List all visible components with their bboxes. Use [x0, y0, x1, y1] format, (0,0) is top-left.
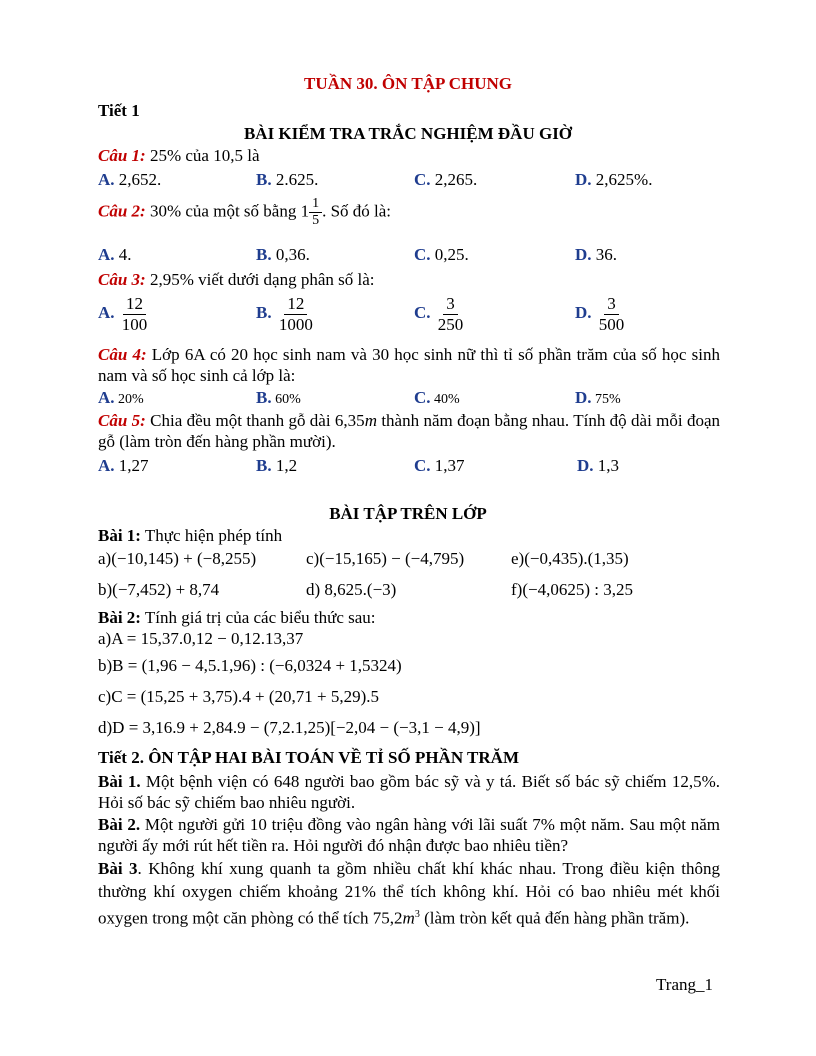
exercise-text: Thực hiện phép tính: [140, 526, 283, 545]
fraction: [435, 294, 467, 334]
exercise-label: Bài 2:: [98, 608, 141, 627]
option-value: 40%: [430, 392, 460, 407]
q1-option-c: [414, 170, 477, 190]
q1-option-b: [256, 170, 318, 190]
q3-option-c: [414, 294, 466, 334]
option-value: 2,265.: [430, 170, 478, 189]
option-letter: D.: [575, 245, 592, 264]
question-text: Lớp 6A có 20 học sinh nam và 30 học sinh nữ thì tỉ số phần trăm của số học sinh nam và số học sinh cả lớp là:: [98, 345, 720, 385]
page-number: Trang_1: [656, 975, 713, 994]
exercise-1-b: b)(−7,452) + 8,74: [98, 580, 220, 599]
q3-option-d: [575, 294, 627, 334]
option-letter: B.: [256, 170, 272, 189]
question-label: Câu 2:: [98, 201, 146, 221]
option-value: 1,2: [271, 456, 298, 475]
fraction-numerator: 3: [604, 294, 619, 315]
question-text: Chia đều một thanh gỗ dài 6,35: [145, 411, 365, 430]
option-value: 1,3: [593, 456, 620, 475]
problem-text: Một bệnh viện có 648 người bao gồm bác sỹ và y tá. Biết số bác sỹ chiếm 12,5%. Hỏi số bác sỹ chiếm bao nhiêu người.: [98, 772, 721, 812]
question-label: Câu 4:: [98, 345, 147, 364]
option-letter: C.: [414, 388, 431, 407]
question-4: [98, 344, 720, 386]
option-value: 4.: [114, 245, 132, 264]
fraction-numerator: 12: [284, 294, 307, 315]
option-letter: B.: [256, 302, 272, 322]
exercise-2-d: d)D = 3,16.9 + 2,84.9 − (7,2.1,25)[−2,04 − (−3,1 − 4,9)]: [98, 718, 481, 737]
option-letter: D.: [575, 170, 592, 189]
q5-option-a: [98, 456, 149, 476]
option-letter: D.: [577, 456, 594, 475]
problem-text: Một người gửi 10 triệu đồng vào ngân hàng với lãi suất 7% một năm. Sau một năm người ấy mới rút hết tiền ra. Hỏi người đó nhận được bao nhiêu tiền?: [98, 815, 721, 855]
option-value: 75%: [591, 392, 621, 407]
exercise-text: Tính giá trị của các biểu thức sau:: [140, 608, 376, 627]
unit: m: [364, 411, 377, 430]
exercise-1-c: c)(−15,165) − (−4,795): [306, 549, 465, 568]
exercise-1-f: f)(−4,0625) : 3,25: [511, 580, 633, 599]
option-letter: C.: [414, 456, 431, 475]
option-letter: A.: [98, 302, 115, 322]
question-2: [98, 196, 391, 229]
q1-option-a: [98, 170, 161, 190]
option-letter: C.: [414, 245, 431, 264]
fraction: [596, 294, 628, 334]
question-label: Câu 5:: [98, 411, 146, 430]
question-5: [98, 410, 720, 452]
problem-1: [98, 771, 720, 813]
option-letter: D.: [575, 388, 592, 407]
option-letter: A.: [98, 388, 115, 407]
option-value: 20%: [114, 392, 144, 407]
problem-2: [98, 814, 720, 856]
exercise-label: Bài 1:: [98, 526, 141, 545]
problem-label: Bài 2.: [98, 815, 141, 834]
tiet-1-heading: Tiết 1: [98, 101, 140, 120]
exercise-1-d: d) 8,625.(−3): [306, 580, 397, 599]
question-3: [98, 270, 375, 290]
q4-option-b: [256, 388, 301, 408]
question-text: 2,95% viết dưới dạng phân số là:: [145, 270, 375, 289]
problem-3: [98, 857, 720, 930]
fraction-numerator: 3: [443, 294, 458, 315]
option-value: 2.625.: [271, 170, 319, 189]
fraction-denominator: 500: [598, 314, 625, 334]
exercise-1-e: e)(−0,435).(1,35): [511, 549, 629, 568]
question-text-after: . Số đó là:: [322, 201, 392, 221]
q2-option-d: [575, 245, 617, 265]
unit-exponent: 3: [414, 909, 420, 920]
q3-option-a: [98, 294, 150, 334]
q5-option-b: [256, 456, 297, 476]
q5-option-d: [577, 456, 619, 476]
option-letter: D.: [575, 302, 592, 322]
option-letter: B.: [256, 456, 272, 475]
option-letter: A.: [98, 245, 115, 264]
fraction-denominator: 1000: [278, 314, 313, 334]
q4-option-d: [575, 388, 621, 408]
q2-option-a: [98, 245, 132, 265]
fraction-denominator: 5: [312, 213, 320, 229]
q2-option-c: [414, 245, 469, 265]
section-exercises-heading: BÀI TẬP TRÊN LỚP: [329, 504, 487, 523]
exercise-2-b: b)B = (1,96 − 4,5.1,96) : (−6,0324 + 1,5324): [98, 656, 402, 675]
q1-option-d: [575, 170, 652, 190]
problem-text-after: (làm tròn kết quả đến hàng phần trăm).: [419, 908, 690, 928]
option-value: 36.: [591, 245, 618, 264]
option-letter: A.: [98, 170, 115, 189]
option-value: 1,37: [430, 456, 465, 475]
question-label: Câu 1:: [98, 146, 146, 165]
option-value: 2,652.: [114, 170, 162, 189]
fraction-denominator: 100: [121, 314, 148, 334]
exercise-1-a: a)(−10,145) + (−8,255): [98, 549, 257, 568]
option-value: 60%: [271, 392, 301, 407]
q2-option-b: [256, 245, 310, 265]
section-quiz-heading: BÀI KIỂM TRA TRẮC NGHIỆM ĐẦU GIỜ: [243, 124, 573, 143]
option-value: 1,27: [114, 456, 149, 475]
unit: m: [402, 908, 415, 928]
question-label: Câu 3:: [98, 270, 146, 289]
problem-label: Bài 1.: [98, 772, 141, 791]
problem-label: Bài 3: [98, 859, 138, 878]
q5-option-c: [414, 456, 465, 476]
exercise-1: [98, 526, 282, 546]
mixed-fraction: [309, 196, 322, 229]
option-value: 0,36.: [271, 245, 310, 264]
question-text: 25% của 10,5 là: [145, 146, 260, 165]
question-text-after: thành năm đoạn bằng nhau. Tính độ dài mỗi đoạn gỗ (làm tròn đến hàng phần mười).: [98, 411, 720, 451]
exercise-2-a: a)A = 15,37.0,12 − 0,12.13,37: [98, 629, 304, 648]
question-1: [98, 146, 260, 166]
page-title: TUẦN 30. ÔN TẬP CHUNG: [304, 74, 512, 93]
q4-option-c: [414, 388, 460, 408]
option-value: 2,625%.: [591, 170, 653, 189]
option-letter: C.: [414, 170, 431, 189]
fraction-numerator: 12: [123, 294, 146, 315]
fraction-denominator: 250: [437, 314, 464, 334]
question-text: 30% của một số bằng 1: [145, 201, 310, 221]
exercise-2-c: c)C = (15,25 + 3,75).4 + (20,71 + 5,29).5: [98, 687, 380, 706]
option-value: 0,25.: [430, 245, 469, 264]
q3-option-b: [256, 294, 316, 334]
fraction-numerator: 1: [309, 196, 322, 213]
option-letter: C.: [414, 302, 431, 322]
exercise-2: [98, 608, 376, 628]
fraction: [276, 294, 316, 334]
problem-text: . Không khí xung quanh ta gồm nhiều chất khí khác nhau. Trong điều kiện thông thường khí oxygen chiếm khoảng 21% thể tích không khí. Hỏi có bao nhiêu mét khối oxygen trong một căn phòng có thể tích 75,2: [98, 859, 721, 928]
option-letter: B.: [256, 245, 272, 264]
tiet-2-heading: Tiết 2. ÔN TẬP HAI BÀI TOÁN VỀ TỈ SỐ PHẦN TRĂM: [98, 748, 519, 767]
option-letter: B.: [256, 388, 272, 407]
option-letter: A.: [98, 456, 115, 475]
q4-option-a: [98, 388, 144, 408]
fraction: [119, 294, 151, 334]
